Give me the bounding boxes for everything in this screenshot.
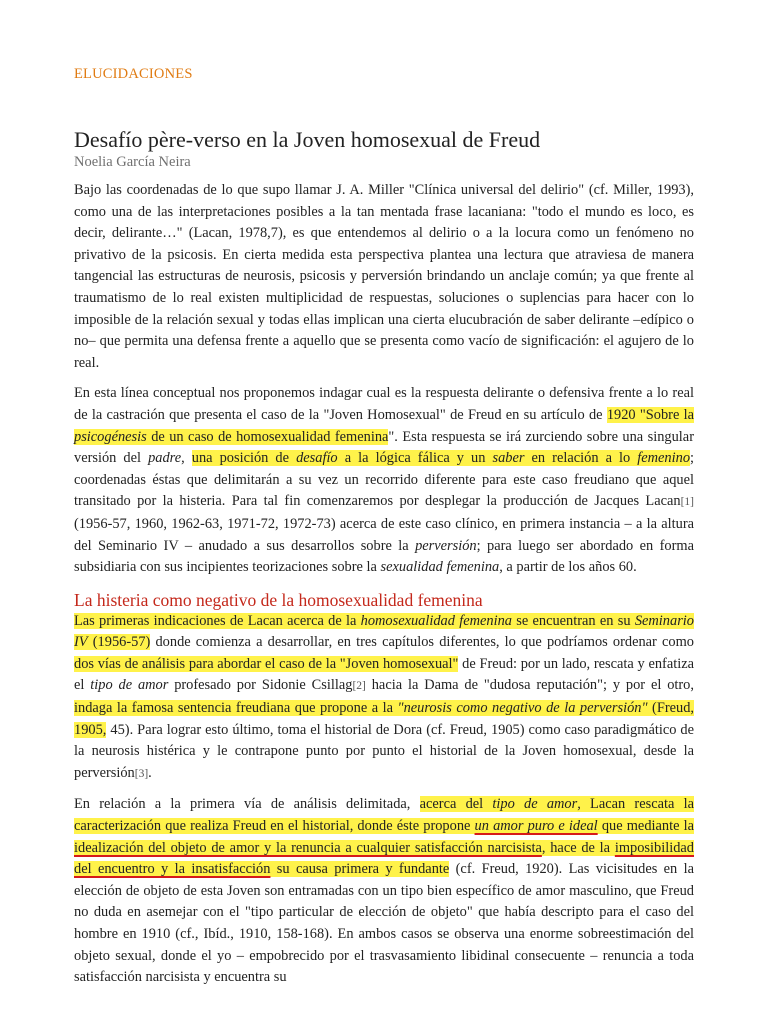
text-span: Las primeras indicaciones de Lacan acerca de la <box>74 612 361 629</box>
text-span: en relación a lo <box>524 450 638 467</box>
text-span: una posición de <box>191 450 297 467</box>
text-span: hacia la Dama de "dudosa reputación"; y por el otro, <box>365 677 694 694</box>
footnote-ref-3[interactable]: [3] <box>134 767 149 780</box>
section-label: ELUCIDACIONES <box>74 66 193 82</box>
paragraph-4 <box>74 794 694 988</box>
text-span: En esta línea conceptual nos proponemos indagar cual es la respuesta delirante o defensiva frente a lo real de la castración que presenta el caso de la "Joven Homosexual" de Freud en su artículo de <box>74 385 694 423</box>
italic-term: Seminario IV <box>74 612 694 651</box>
text-span: donde comienza a desarrollar, en tres capítulos diferentes, lo que podríamos ordenar como <box>150 634 694 651</box>
italic-term: padre <box>148 450 182 467</box>
author-name: Noelia García Neira <box>74 154 191 170</box>
underlined-text: idealización del objeto de amor y la renuncia a cualquier satisfacción narcisista <box>74 839 542 856</box>
text-span: de un caso de homosexualidad femenina <box>146 428 389 445</box>
italic-term: perversión <box>415 537 477 554</box>
italic-term: femenino <box>637 450 691 467</box>
text-span: ; para luego ser abordado en forma subsidiaria con sus incipientes teorizaciones sobre la <box>74 537 694 576</box>
text-span: profesado por Sidonie Csillag <box>168 677 353 694</box>
italic-term: desafío <box>296 450 338 467</box>
text-span: ". Esta respuesta se irá zurciendo sobre una singular versión del <box>74 428 694 467</box>
article-body <box>74 180 694 998</box>
italic-term: sexualidad femenina <box>380 559 500 576</box>
text-span: su causa primera y fundante <box>270 861 450 878</box>
text-span: (1956-57) <box>87 634 151 651</box>
italic-term: homosexualidad femenina <box>360 612 512 629</box>
footnote-ref-1[interactable]: [1] <box>680 496 694 509</box>
text-span: indaga la famosa sentencia freudiana que propone a la <box>74 700 398 717</box>
underlined-italic: un amor puro e ideal <box>474 818 598 835</box>
text-span: (1956-57, 1960, 1962-63, 1971-72, 1972-73) acerca de este caso clínico, en primera instancia – a la altura del Seminario IV – anudado a sus desarrollos sobre la <box>74 515 694 554</box>
text-span: En relación a la primera vía de análisis delimitada, <box>74 796 420 813</box>
italic-term: saber <box>492 450 525 467</box>
text-span: , <box>181 450 192 467</box>
highlight <box>192 450 690 466</box>
text-span: de Freud: por un lado, rescata y enfatiza el <box>74 655 694 694</box>
underlined-text: imposibilidad del encuentro y la insatisfacción <box>74 839 694 878</box>
text-span: . <box>148 764 152 781</box>
text-span: se encuentran en su <box>511 612 635 629</box>
text-span: que mediante la <box>597 818 694 835</box>
text-span: ; coordenadas éstas que delimitarán a su vez un recorrido diferente para este caso freudiano que aquel transitado por la histeria. Para tal fin comenzaremos por desplegar la producción de Jacques Lacan <box>74 450 695 510</box>
text-span: (cf. Freud, 1920). Las vicisitudes en la elección de objeto de esta Joven son entramadas con un tipo bien específico de amor masculino, que Freud no duda en asemejar con el "tipo particular de elección de objeto" que había descripto para el caso del hombre en 1910 (cf., Ibíd., 1910, 158-168). En ambos casos se observa una enorme sobreestimación del objeto sexual, donde el yo – empobrecido por el trasvasamiento libidinal consecuente – renuncia a toda satisfacción narcisista y encuentra su <box>74 861 694 986</box>
text-span: (Freud, 1905, <box>74 700 694 738</box>
text-span: a la lógica fálica y un <box>337 450 493 467</box>
italic-term: tipo de amor <box>90 677 169 694</box>
paragraph-3 <box>74 611 694 786</box>
text-span: 45). Para lograr esto último, toma el historial de Dora (cf. Freud, 1905) como caso paradigmático de la neurosis histérica y le contrapone punto por punto el historial de la Joven homosexual, desde la perversión <box>74 721 694 781</box>
text-span: , a partir de los años 60. <box>499 559 637 576</box>
text-span: , Lacan rescata la caracterización que realiza Freud en el historial, donde éste propone <box>74 796 694 835</box>
footnote-ref-2[interactable]: [2] <box>352 680 366 693</box>
italic-term: psicogénesis <box>74 428 147 445</box>
italic-term: "neurosis como negativo de la perversión" <box>397 700 648 717</box>
text-span: acerca del <box>419 796 493 813</box>
text-span: , hace de la <box>541 839 615 856</box>
highlight: dos vías de análisis para abordar el caso de la "Joven homosexual" <box>74 655 459 672</box>
article-title: Desafío père-verso en la Joven homosexual de Freud <box>74 127 541 152</box>
text-span: 1920 "Sobre la <box>606 406 695 423</box>
section-subheading: La histeria como negativo de la homosexualidad femenina <box>74 589 483 610</box>
paragraph-2 <box>74 383 694 578</box>
italic-term: tipo de amor <box>492 796 578 813</box>
paragraph-1: Bajo las coordenadas de lo que supo llamar J. A. Miller "Clínica universal del delirio" (cf. Miller, 1993), como una de las interpretaciones posibles a la tan mentada frase lacaniana: "todo el mundo es loco, es decir, delirante…" (Lacan, 1978,7), es que entendemos al delirio o a la locura como un fenómeno no privativo de la psicosis. En cierta medida esta perspectiva plantea una lectura que atraviesa de manera tangencial las estructuras de neurosis, psicosis y perversión brindando un anclaje común; ya que frente al traumatismo de lo real existen multiplicidad de respuestas, soluciones o suplencias para hacer con lo imposible de la relación sexual y todas ellas implican una cierta elucubración de saber delirante –edípico o no– que permita una defensa frente a aquello que se presenta como vacío de significación: el agujero de lo real. <box>74 182 694 371</box>
